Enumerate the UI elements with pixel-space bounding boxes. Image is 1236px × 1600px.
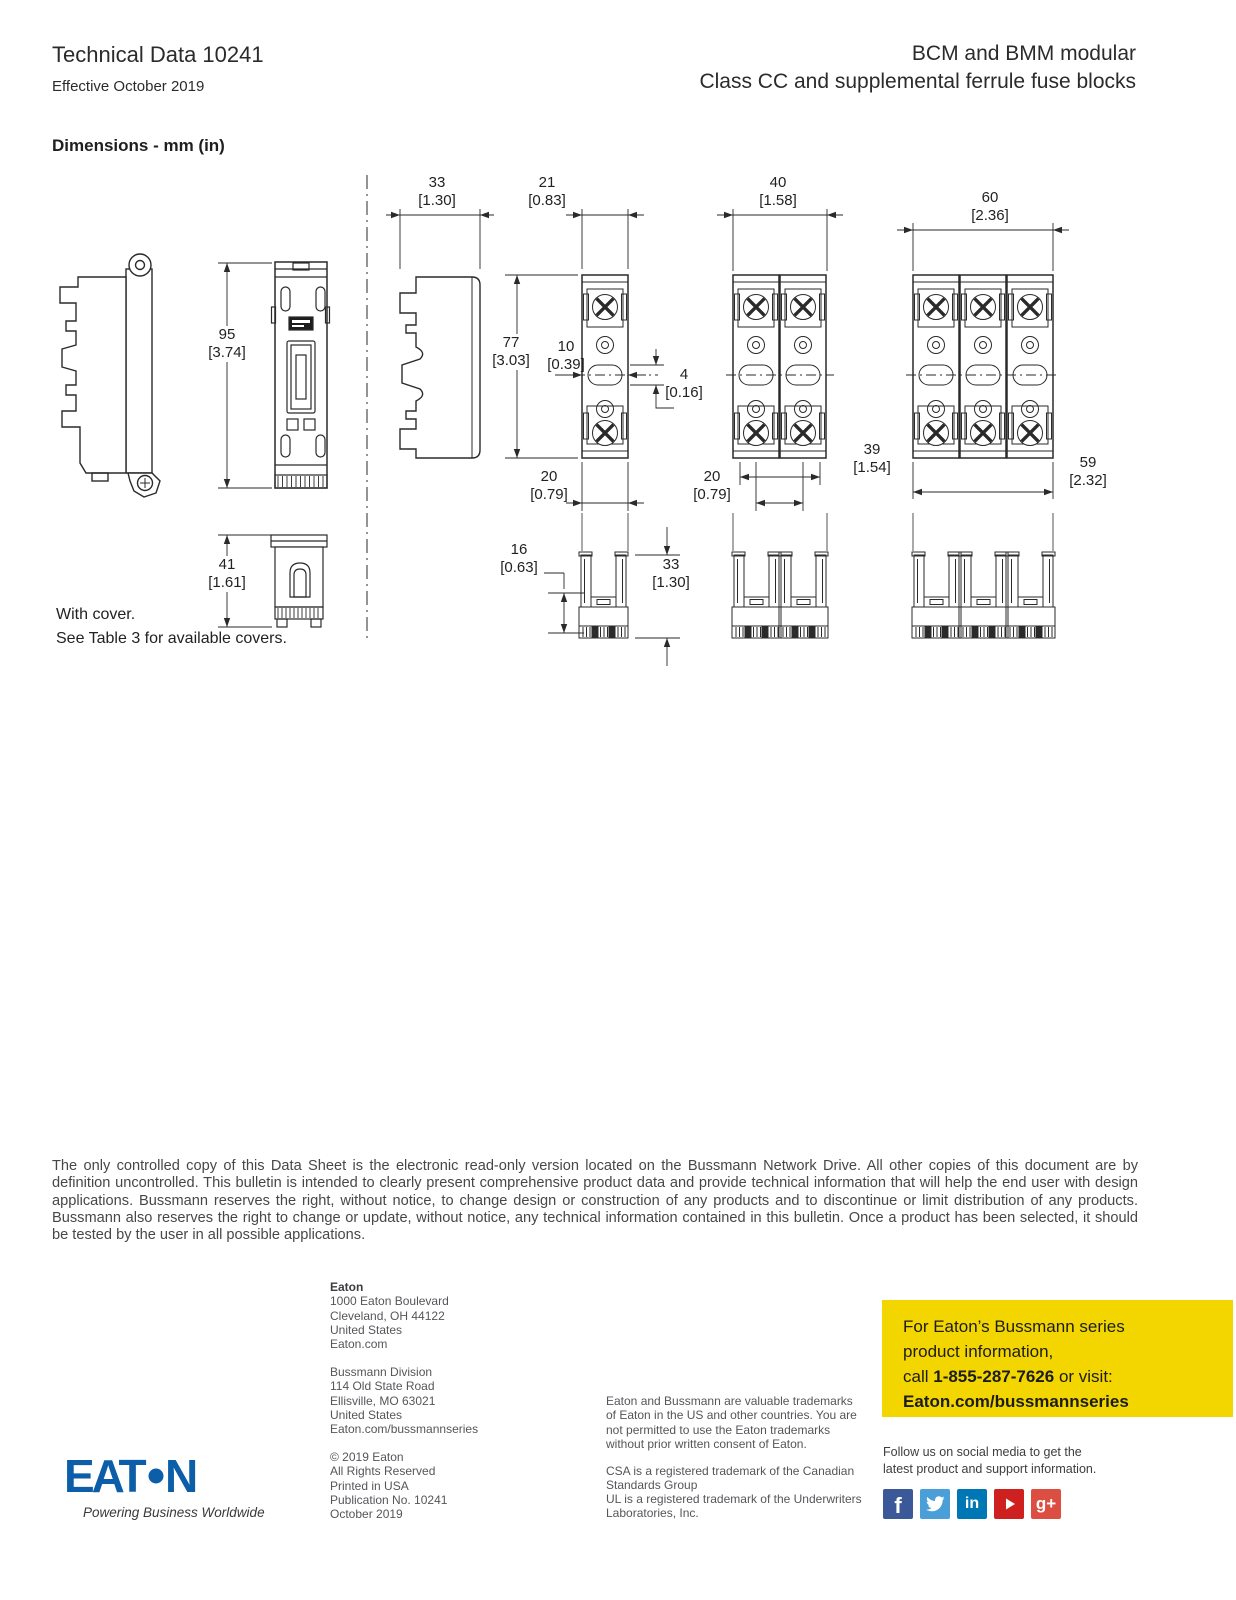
footer-copyright [330, 1450, 447, 1521]
promo-phone: 1-855-287-7626 [933, 1367, 1055, 1386]
footer-address-line: Bussmann Division [330, 1365, 433, 1379]
dim-59-232: 59 [2.32] [1069, 454, 1107, 489]
social-icons [883, 1489, 1061, 1519]
social-caption [883, 1444, 1096, 1477]
product-title [699, 40, 1136, 96]
bottom-view-2pole [732, 552, 828, 638]
footer-eaton-name: Eaton [330, 1280, 364, 1294]
front-view-with-cover [272, 262, 330, 488]
dim-40-158: 40 [1.58] [759, 174, 797, 209]
publication-number: Publication No. 10241 [330, 1492, 448, 1507]
publication-date: October 2019 [330, 1507, 403, 1522]
footer-address-line: 114 Old State Road [330, 1379, 435, 1394]
eaton-tagline: Powering Business Worldwide [83, 1505, 265, 1520]
dim-39-154: 39 [1.54] [853, 441, 891, 476]
dim-4-016: 4 [0.16] [665, 366, 703, 401]
eaton-logo-letter-n: N [165, 1452, 196, 1502]
social-caption-line2: latest product and support information. [883, 1461, 1097, 1476]
dim-21-083: 21 [0.83] [528, 174, 566, 209]
note-with-cover: With cover. [56, 606, 136, 623]
dim-95-374: 95 [3.74] [172, 326, 282, 362]
front-view-2pole [733, 275, 826, 458]
footer-address-line: Ellisville, MO 63021 [330, 1393, 436, 1408]
projection-lines [582, 513, 1053, 551]
copyright-line: © 2019 Eaton [330, 1450, 404, 1464]
bottom-view-3pole [912, 552, 1055, 638]
footer-address-line: United States [330, 1407, 403, 1422]
dim-16-063: 16 [0.63] [500, 541, 538, 576]
footer-trademark-ul: UL is a registered trademark of the Underwriters Laboratories, Inc. [606, 1492, 862, 1521]
footer-address-line: United States [330, 1322, 403, 1337]
copyright-line: Printed in USA [330, 1478, 409, 1493]
facebook-icon[interactable]: f [883, 1489, 913, 1519]
dim-77-303: 77 [3.03] [456, 334, 566, 370]
footer-address-line: Cleveland, OH 44122 [330, 1308, 445, 1323]
note-see-table: See Table 3 for available covers. [56, 630, 287, 647]
social-caption-line1: Follow us on social media to get the [883, 1445, 1082, 1459]
eaton-logo-dot [149, 1469, 164, 1484]
dim-33-130-bottom: 33 [1.30] [652, 556, 690, 591]
footer-address-line: 1000 Eaton Boulevard [330, 1294, 449, 1309]
promo-line2: product information, [903, 1342, 1054, 1361]
footer-bussmann-address [330, 1365, 478, 1436]
eaton-logo [64, 1452, 214, 1502]
footer-bussmann-url: Eaton.com/bussmannseries [330, 1422, 479, 1437]
product-title-line2: Class CC and supplemental ferrule fuse blocks [699, 70, 1136, 93]
promo-box [882, 1300, 1233, 1417]
document-title: Technical Data 10241 [52, 42, 264, 67]
dim-41-161: 41 [1.61] [172, 556, 282, 592]
twitter-icon[interactable] [920, 1489, 950, 1519]
front-view-3pole [913, 275, 1053, 458]
youtube-icon[interactable] [994, 1489, 1024, 1519]
section-title: Dimensions - mm (in) [52, 136, 225, 155]
footer-eaton-url: Eaton.com [330, 1337, 388, 1352]
dim-20-079-single: 20 [0.79] [530, 468, 568, 503]
product-title-line1: BCM and BMM modular [911, 42, 1136, 65]
side-view-with-cover [60, 254, 160, 497]
promo-link[interactable]: Eaton.com/bussmannseries [903, 1392, 1129, 1411]
dim-10-039: 10 [0.39] [547, 338, 585, 373]
disclaimer-paragraph: The only controlled copy of this Data Sheet is the electronic read-only version located on the Bussmann Network Drive. All other copies of this document are by definition uncontrolled. This bulletin is intended to clearly present comprehensive product data and provide technical information that will help the end user with design applications. Bussmann reserves the right, without notice, to change design or construction of any products and to discontinue or limit distribution of any products. Bussmann also reserves the right to change or update, without notice, any technical information contained in this bulletin. Once a product has been selected, it should be tested by the user in all possible applications. [52, 1158, 1138, 1244]
document-effective-date: Effective October 2019 [52, 78, 205, 95]
copyright-line: All Rights Reserved [330, 1464, 436, 1479]
googleplus-icon[interactable]: g+ [1031, 1489, 1061, 1519]
dimension-drawings [50, 165, 1190, 675]
linkedin-icon[interactable]: in [957, 1489, 987, 1519]
promo-line1: For Eaton’s Bussmann series [903, 1317, 1125, 1336]
footer-eaton-address [330, 1280, 449, 1351]
footer-trademark-csa: CSA is a registered trademark of the Canadian Standards Group [606, 1464, 855, 1493]
footer-trademark-para1: Eaton and Bussmann are valuable trademarks of Eaton in the US and other countries. You are not permitted to use the Eaton trademarks without prior written consent of Eaton. [606, 1394, 857, 1451]
eaton-logo-letters-eat: EAT [64, 1452, 144, 1502]
dim-60-236: 60 [2.36] [971, 189, 1009, 224]
dim-20-079-pitch: 20 [0.79] [693, 468, 731, 503]
promo-line3: call 1-855-287-7626 or visit: [903, 1367, 1113, 1386]
dim-33-130-top: 33 [1.30] [418, 174, 456, 209]
